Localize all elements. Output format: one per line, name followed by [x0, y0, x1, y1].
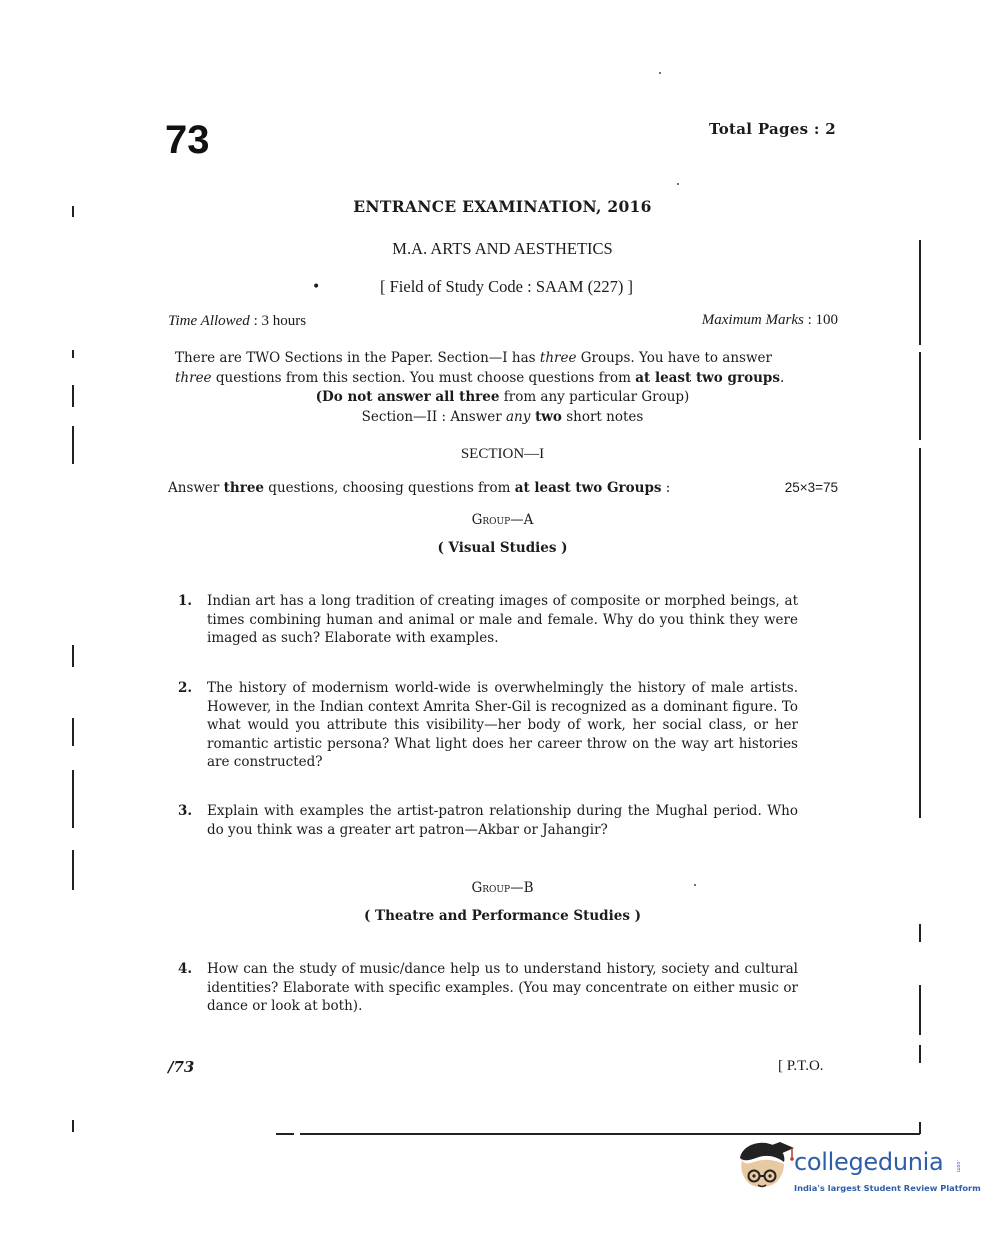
scan-mark — [72, 350, 74, 358]
page-reference: /73 — [168, 1058, 195, 1076]
maximum-marks-value: : 100 — [803, 312, 838, 328]
scan-mark — [919, 352, 921, 440]
scan-mark — [72, 206, 74, 217]
maximum-marks — [702, 312, 838, 329]
exam-title: ENTRANCE EXAMINATION, 2016 — [353, 197, 652, 216]
question-text: Indian art has a long tradition of creating images of composite or morphed beings, at times combining human and animal or male and female. Why do you think they were imaged as such? Elaborate with examples. — [207, 593, 798, 646]
instruction-line-2: three questions from this section. You must choose questions from at least two groups. — [175, 369, 785, 386]
field-of-study-code: [ Field of Study Code : SAAM (227) ] — [380, 277, 633, 296]
question-item — [178, 679, 798, 772]
question-text: How can the study of music/dance help us to understand history, society and cultural identities? Elaborate with specific examples. (You may concentrate on either music or dance or look at both). — [207, 961, 798, 1014]
scan-mark — [72, 645, 74, 667]
scan-mark — [919, 240, 921, 345]
question-text: Explain with examples the artist-patron relationship during the Mughal period. Who do you think was a greater art patron—Akbar or Jahangir? — [207, 803, 798, 838]
scan-mark — [919, 924, 921, 942]
group-a-heading: Group—A — [471, 512, 534, 528]
question-item — [178, 592, 798, 648]
brand-suffix: .com — [955, 1160, 961, 1173]
scan-mark — [694, 884, 696, 886]
question-number: 2. — [178, 680, 193, 696]
group-b-heading: Group—B — [471, 880, 534, 896]
scan-mark — [72, 1120, 74, 1132]
scan-mark — [300, 1133, 920, 1135]
paper-code: 73 — [165, 118, 210, 162]
stray-bullet-mark: • — [312, 279, 321, 295]
brand-name: collegedunia — [794, 1148, 944, 1176]
maximum-marks-label: Maximum Marks — [701, 312, 804, 328]
instruction-line-1: There are TWO Sections in the Paper. Section—I has three Groups. You have to answer — [175, 350, 772, 366]
scan-mark — [677, 183, 679, 185]
time-allowed — [168, 313, 306, 330]
scan-mark — [659, 72, 661, 74]
question-item — [178, 802, 798, 839]
instruction-line-4: Section—II : Answer any two short notes — [361, 408, 644, 425]
scan-mark — [72, 850, 74, 890]
scan-mark — [72, 385, 74, 407]
scan-mark — [72, 426, 74, 464]
question-number: 3. — [178, 803, 193, 819]
question-text: The history of modernism world-wide is overwhelmingly the history of male artists. However, in the Indian context Amrita Sher-Gil is recognized as a dominant figure. To what would you attribute this visibility—her body of work, her social class, or her romantic artistic persona? What light does her career throw on the way art histories are constructed? — [207, 680, 798, 770]
section-heading: SECTION—I — [460, 446, 545, 462]
scan-mark — [276, 1133, 294, 1135]
section-marks: 25×3=75 — [784, 480, 838, 495]
scan-mark — [72, 718, 74, 746]
scan-mark — [919, 985, 921, 1035]
section-instruction: Answer three questions, choosing questions from at least two Groups : — [168, 480, 671, 496]
instructions-block — [175, 349, 830, 427]
group-b-subtitle: ( Theatre and Performance Studies ) — [363, 908, 642, 924]
scan-mark — [919, 448, 921, 818]
question-number: 1. — [178, 593, 193, 609]
group-a-subtitle: ( Visual Studies ) — [437, 540, 568, 556]
scan-mark — [919, 1045, 921, 1063]
instruction-line-3: (Do not answer all three from any particular Group) — [315, 389, 690, 405]
question-item — [178, 960, 798, 1016]
subject-title: M.A. ARTS AND AESTHETICS — [392, 239, 613, 258]
question-number: 4. — [178, 961, 193, 977]
total-pages: Total Pages : 2 — [709, 120, 837, 138]
brand-tagline: India's largest Student Review Platform — [794, 1183, 981, 1193]
time-allowed-label: Time Allowed — [168, 313, 250, 329]
time-allowed-value: : 3 hours — [249, 313, 307, 329]
scan-mark — [72, 770, 74, 828]
pto-marker: [ P.T.O. — [778, 1058, 824, 1074]
